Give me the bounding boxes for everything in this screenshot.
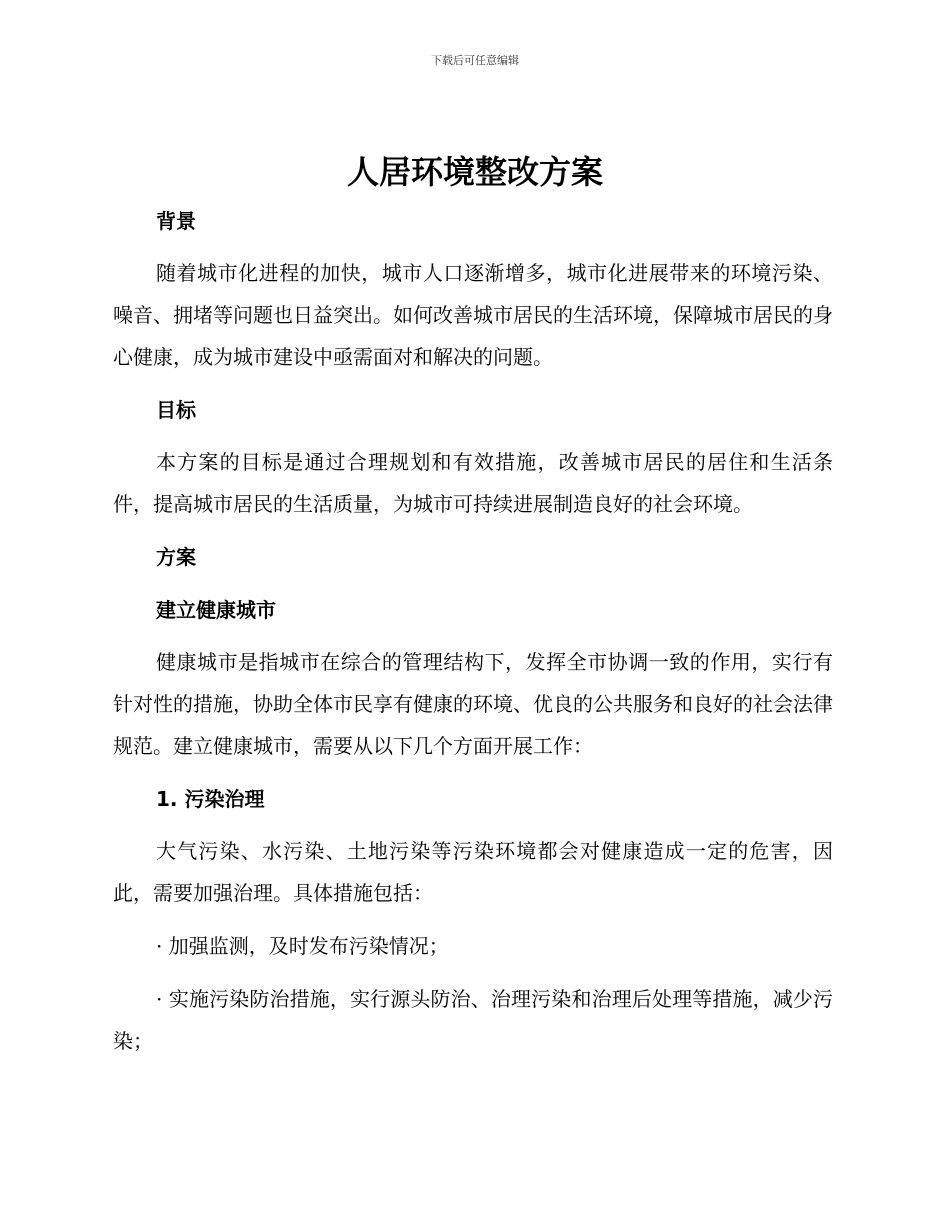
bullet-item-monitoring: · 加强监测，及时发布污染情况； — [156, 934, 449, 958]
bullet-item-prevention: · 实施污染防治措施，实行源头防治、治理污染和治理后处理等措施，减少污染； — [113, 987, 833, 1053]
section-heading-pollution: 1. 污染治理 — [156, 787, 265, 811]
paragraph-pollution: 大气污染、水污染、土地污染等污染环境都会对健康造成一定的危害，因此，需要加强治理。具体措施包括： — [113, 839, 833, 905]
document-body — [113, 200, 833, 1062]
section-heading-plan: 方案 — [156, 545, 196, 569]
section-heading-goal: 目标 — [156, 398, 196, 422]
section-heading-background: 背景 — [156, 209, 196, 233]
document-title: 人居环境整改方案 — [346, 153, 603, 191]
paragraph-healthy-city: 健康城市是指城市在综合的管理结构下，发挥全市协调一致的作用，实行有针对性的措施，协助全体市民享有健康的环境、优良的公共服务和良好的社会法律规范。建立健康城市，需要从以下几个方面开展工作： — [113, 650, 833, 758]
paragraph-goal: 本方案的目标是通过合理规划和有效措施，改善城市居民的居住和生活条件，提高城市居民的生活质量，为城市可持续进展制造良好的社会环境。 — [113, 450, 833, 516]
page-header-note: 下载后可任意编辑 — [431, 54, 519, 67]
paragraph-background: 随着城市化进程的加快，城市人口逐渐增多，城市化进展带来的环境污染、噪音、拥堵等问题也日益突出。如何改善城市居民的生活环境，保障城市居民的身心健康，成为城市建设中亟需面对和解决的问题。 — [113, 261, 833, 369]
section-heading-healthy-city: 建立健康城市 — [156, 598, 276, 622]
